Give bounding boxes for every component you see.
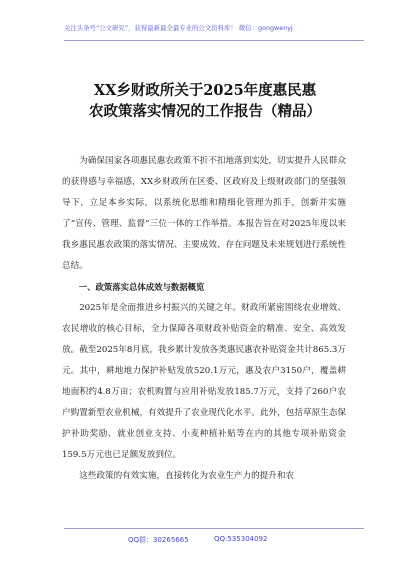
body-paragraph-2: 2025年是全面推进乡村振兴的关键之年。财政所紧密围绕农业增效、农民增收的核心目标，全力保障各项财政补贴资金的精准、安全、高效发放。截至2025年8月底，我乡累计发放各类惠民惠农补贴资金共计865.3万元。其中，耕地地力保护补贴发放520.1万元，惠及农户3150户，覆盖耕地面积约4.8万亩；农机购置与应用补贴发放185.7万元，支持了260户农户购置新型农业机械，有效提升了农业现代化水平。此外，包括草原生态保护补助奖励、就业创业支持、小麦种植补贴等在内的其他专项补贴资金159.5万元也已足额发放到位。 — [62, 303, 346, 460]
header-banner: 关注头条号“公文研究”，获得最新最全最专业的公文资料库！ 微信：gongwenyj — [64, 24, 293, 32]
body-paragraph-3: 这些政策的有效实施，直接转化为农业生产力的提升和农 — [79, 471, 295, 481]
section-heading-1: 一、政策落实总体成效与数据概览 — [78, 282, 205, 292]
footer-divider — [64, 528, 364, 529]
intro-paragraph: 为确保国家各项惠民惠农政策不折不扣地落到实处，切实提升人民群众的获得感与幸福感，XX乡财政所在区委、区政府及上级财政部门的坚强领导下，立足本乡实际，以系统化思维和精细化管理为抓手，创新并实施了“宣传、管理、监督”三位一体的工作举措。本报告旨在对2025年度以来我乡惠民惠农政策的落实情况、主要成效、存在问题及未来规划进行系统性总结。 — [62, 156, 346, 271]
document-title — [40, 80, 370, 122]
title-line-2: 农政策落实情况的工作报告（精品） — [89, 103, 321, 120]
title-line-1: XX乡财政所关于2025年度惠民惠 — [93, 82, 317, 99]
document-body — [62, 151, 346, 487]
footer-qq-number: QQ:535304092 — [214, 535, 268, 543]
header-divider — [64, 40, 364, 41]
footer-qq-group: QQ群：30265665 — [128, 536, 189, 544]
